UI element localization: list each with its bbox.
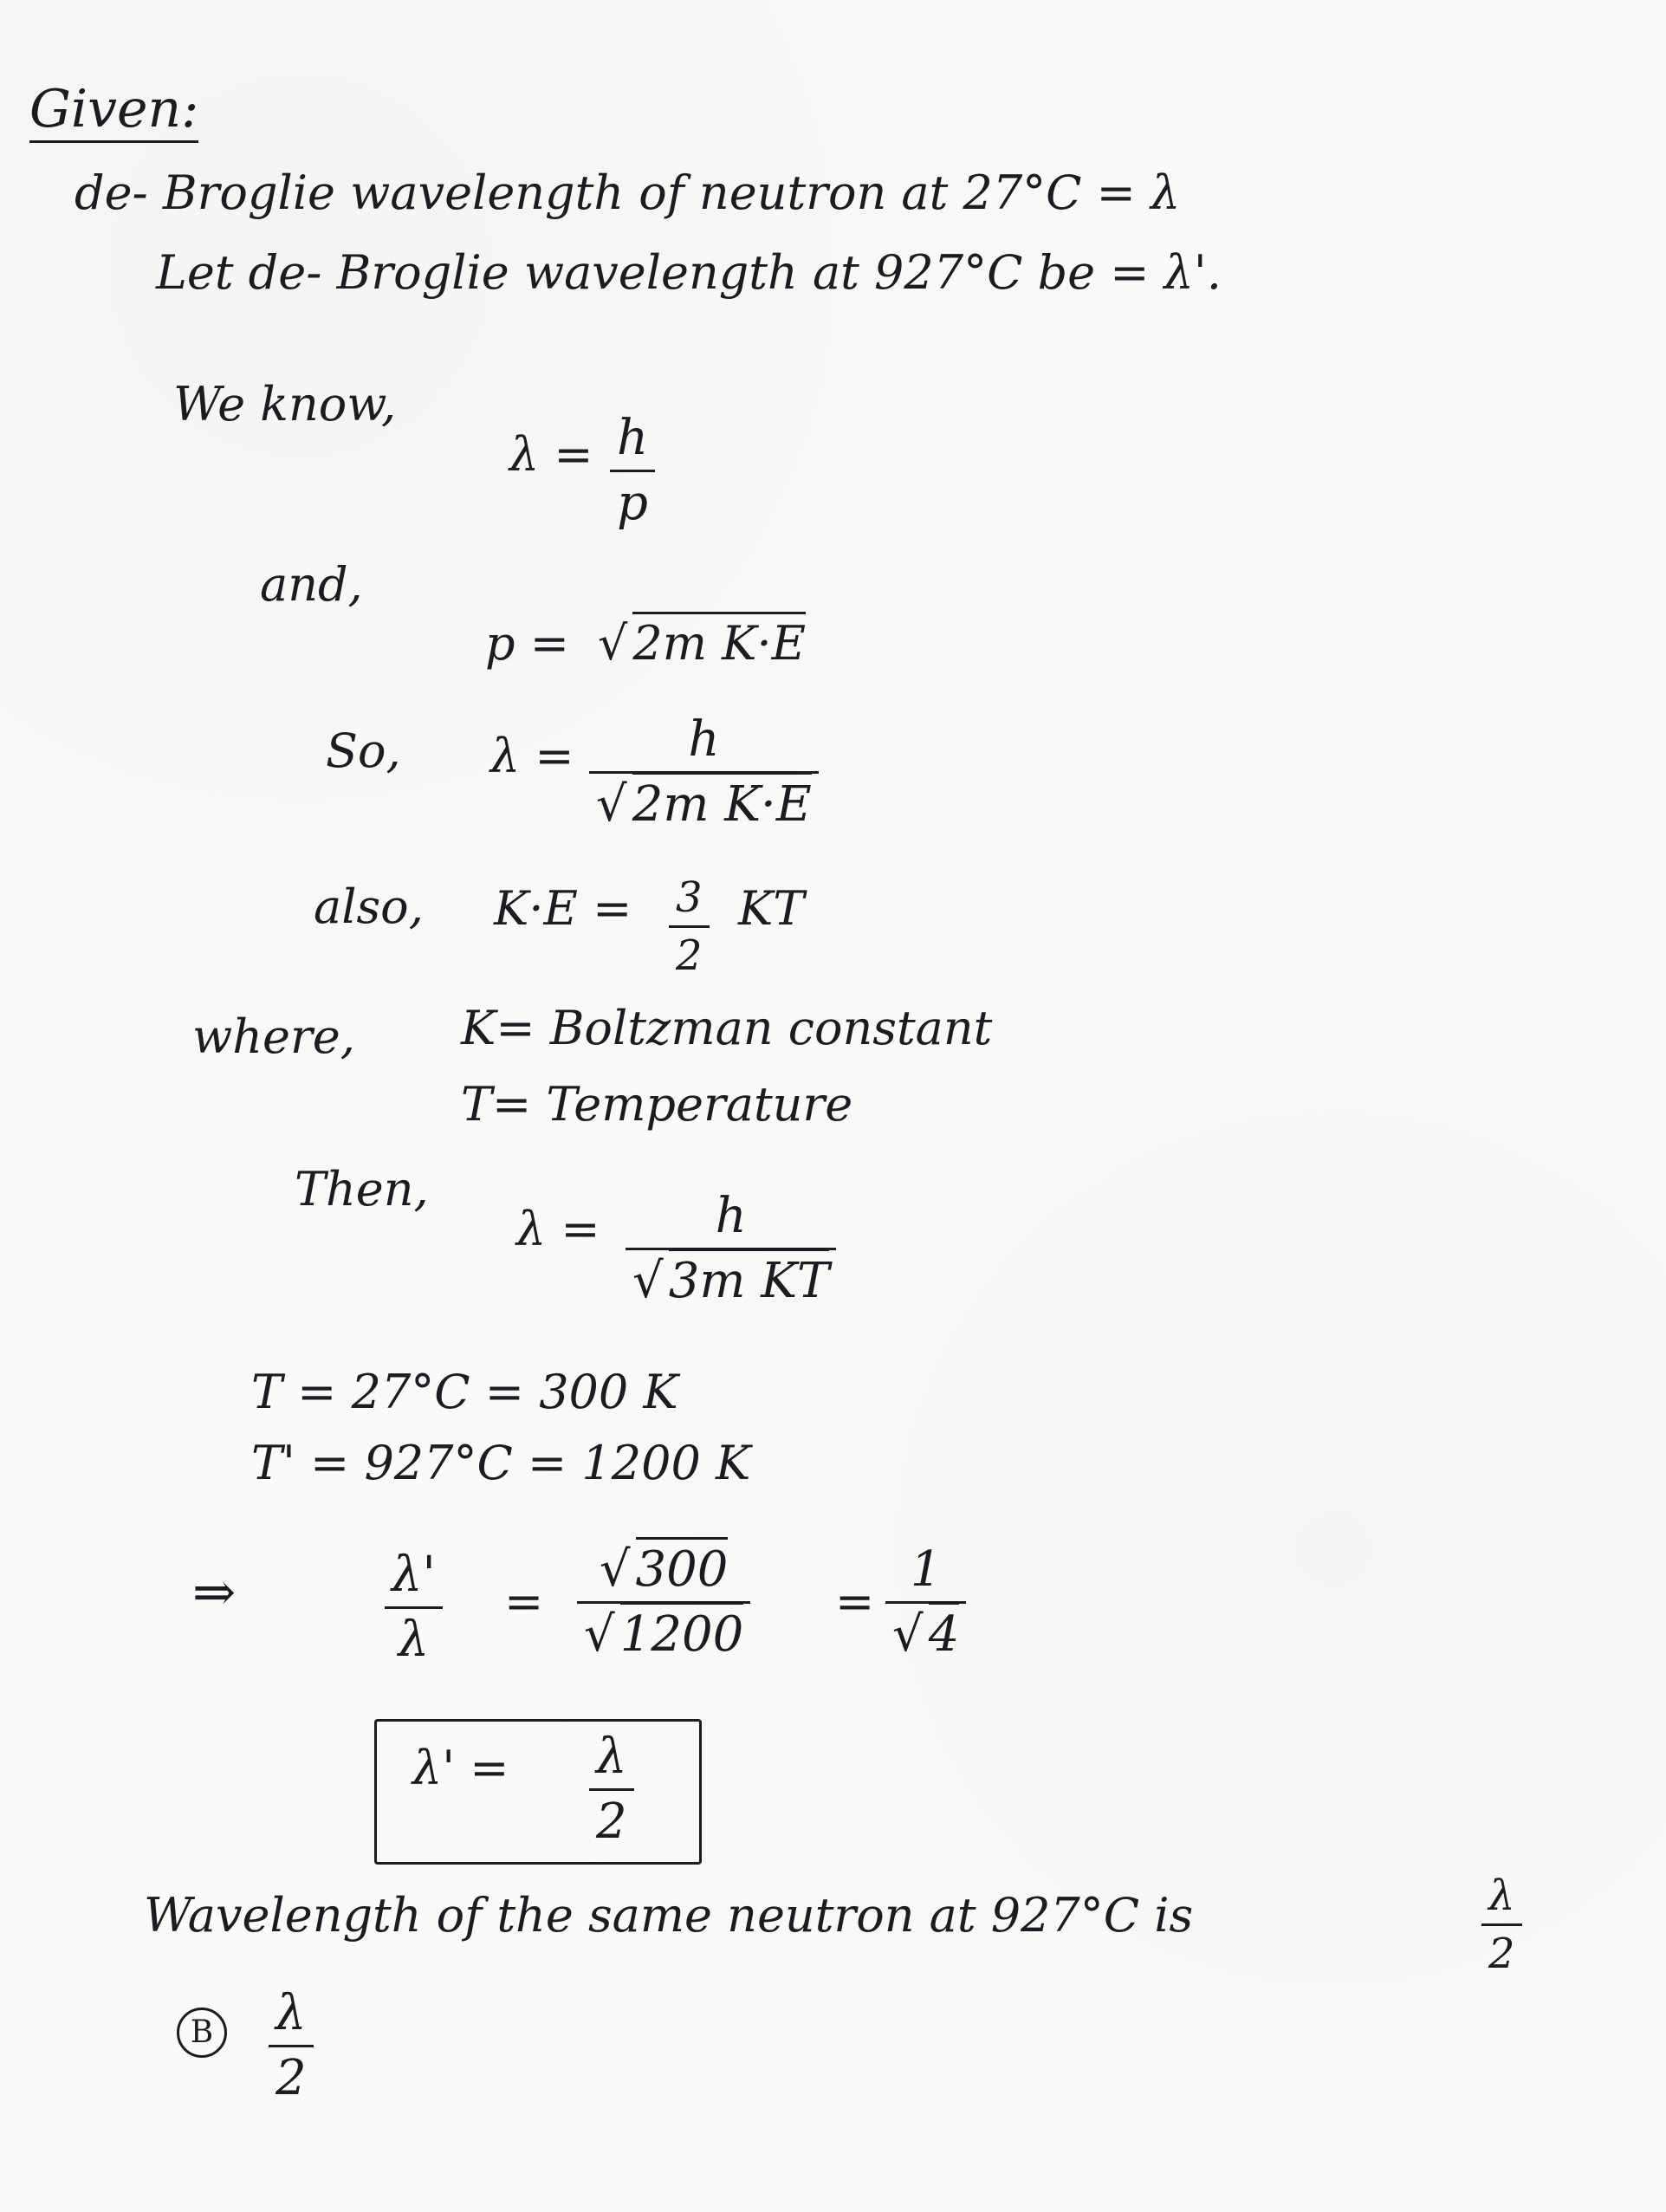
conclusion-fraction <box>1481 1871 1522 1978</box>
conclusion-lambda: λ <box>1488 1871 1515 1920</box>
one-numerator: 1 <box>910 1541 942 1598</box>
sqrt-symbol-2 <box>596 776 632 833</box>
p-denominator: p <box>617 475 648 531</box>
p-eq-label: p = <box>485 616 569 671</box>
t-definition: T= Temperature <box>461 1077 853 1132</box>
option-fraction <box>269 1985 314 2106</box>
denominator-2 <box>589 776 819 833</box>
option-two: 2 <box>276 2050 307 2106</box>
sqrt-symbol-3 <box>632 1253 669 1309</box>
fraction-bar-5 <box>385 1606 443 1609</box>
two-denominator: 2 <box>676 931 703 980</box>
option-lambda: λ <box>276 1985 307 2041</box>
temp-line-2: T' = 927°C = 1200 K <box>251 1436 751 1490</box>
box-two-denominator: 2 <box>596 1794 627 1850</box>
equals-2: = <box>835 1574 875 1629</box>
fraction-lambda-ratio <box>385 1547 443 1668</box>
also-label: also, <box>314 879 424 934</box>
k-definition: K= Boltzman constant <box>461 1001 993 1055</box>
then-label: Then, <box>295 1162 429 1216</box>
fraction-3-over-2 <box>669 873 710 980</box>
and-label: and, <box>260 557 363 612</box>
ke-eq-label: K·E = <box>494 881 632 936</box>
h-numerator-2: h <box>688 711 720 768</box>
h-numerator: h <box>617 410 649 466</box>
lambda-eq-3: λ = <box>516 1202 600 1256</box>
box-fraction <box>589 1729 634 1850</box>
given-heading: Given: <box>29 83 198 143</box>
h-numerator-3: h <box>715 1188 747 1244</box>
p-sqrt <box>598 616 807 671</box>
box-lambda-prime: λ' = <box>412 1741 509 1795</box>
fraction-h-over-sqrt-2mke <box>589 711 819 833</box>
option-circle: B <box>177 2008 227 2058</box>
option-marker <box>177 2003 227 2058</box>
where-label: where, <box>192 1009 355 1064</box>
radicand-3: 3m KT <box>669 1249 830 1309</box>
lambda-eq-2: λ = <box>490 729 574 783</box>
denominator-3 <box>626 1253 836 1309</box>
p-radicand: 2m K·E <box>632 612 806 671</box>
conclusion-two: 2 <box>1488 1930 1515 1978</box>
three-numerator: 3 <box>676 873 703 922</box>
line-debroglie-27: de- Broglie wavelength of neutron at 27°C = λ <box>75 165 1181 220</box>
lambda-eq-1: λ = <box>509 427 593 482</box>
fraction-h-over-sqrt-3mkt <box>626 1188 836 1309</box>
sqrt1200-denominator <box>577 1606 750 1663</box>
fraction-bar <box>610 470 655 472</box>
fraction-bar-3 <box>669 925 710 928</box>
we-know-label: We know, <box>173 377 397 431</box>
sqrt4-denominator <box>885 1606 966 1663</box>
lambda-prime-numerator: λ' <box>392 1547 436 1603</box>
radicand-300: 300 <box>636 1537 729 1598</box>
radicand-1200: 1200 <box>620 1602 744 1663</box>
lambda-denominator: λ <box>398 1612 430 1668</box>
fraction-1-over-sqrt4 <box>885 1541 966 1663</box>
equals-1: = <box>504 1574 544 1629</box>
kt-term: KT <box>738 881 805 936</box>
sqrt-symbol-6 <box>892 1606 929 1663</box>
sqrt300-numerator <box>593 1541 736 1598</box>
conclusion-line: Wavelength of the same neutron at 927°C is <box>144 1888 1194 1943</box>
fraction-sqrt300-over-sqrt1200 <box>577 1541 750 1663</box>
fraction-bar-10 <box>269 2045 314 2047</box>
temp-line-1: T = 27°C = 300 K <box>251 1365 678 1419</box>
sqrt-symbol-5 <box>584 1606 620 1663</box>
sqrt-symbol-4 <box>600 1541 636 1598</box>
so-label: So, <box>326 723 401 778</box>
fraction-bar-8 <box>589 1788 634 1791</box>
fraction-bar-9 <box>1481 1923 1522 1926</box>
radicand-2: 2m K·E <box>632 772 812 833</box>
line-debroglie-927: Let de- Broglie wavelength at 927°C be = λ'. <box>156 245 1222 300</box>
implies-arrow: ⇒ <box>192 1562 237 1623</box>
sqrt-symbol <box>598 616 632 671</box>
fraction-h-over-p <box>610 410 655 531</box>
box-lambda-numerator: λ <box>596 1729 627 1785</box>
radicand-4: 4 <box>929 1602 960 1663</box>
